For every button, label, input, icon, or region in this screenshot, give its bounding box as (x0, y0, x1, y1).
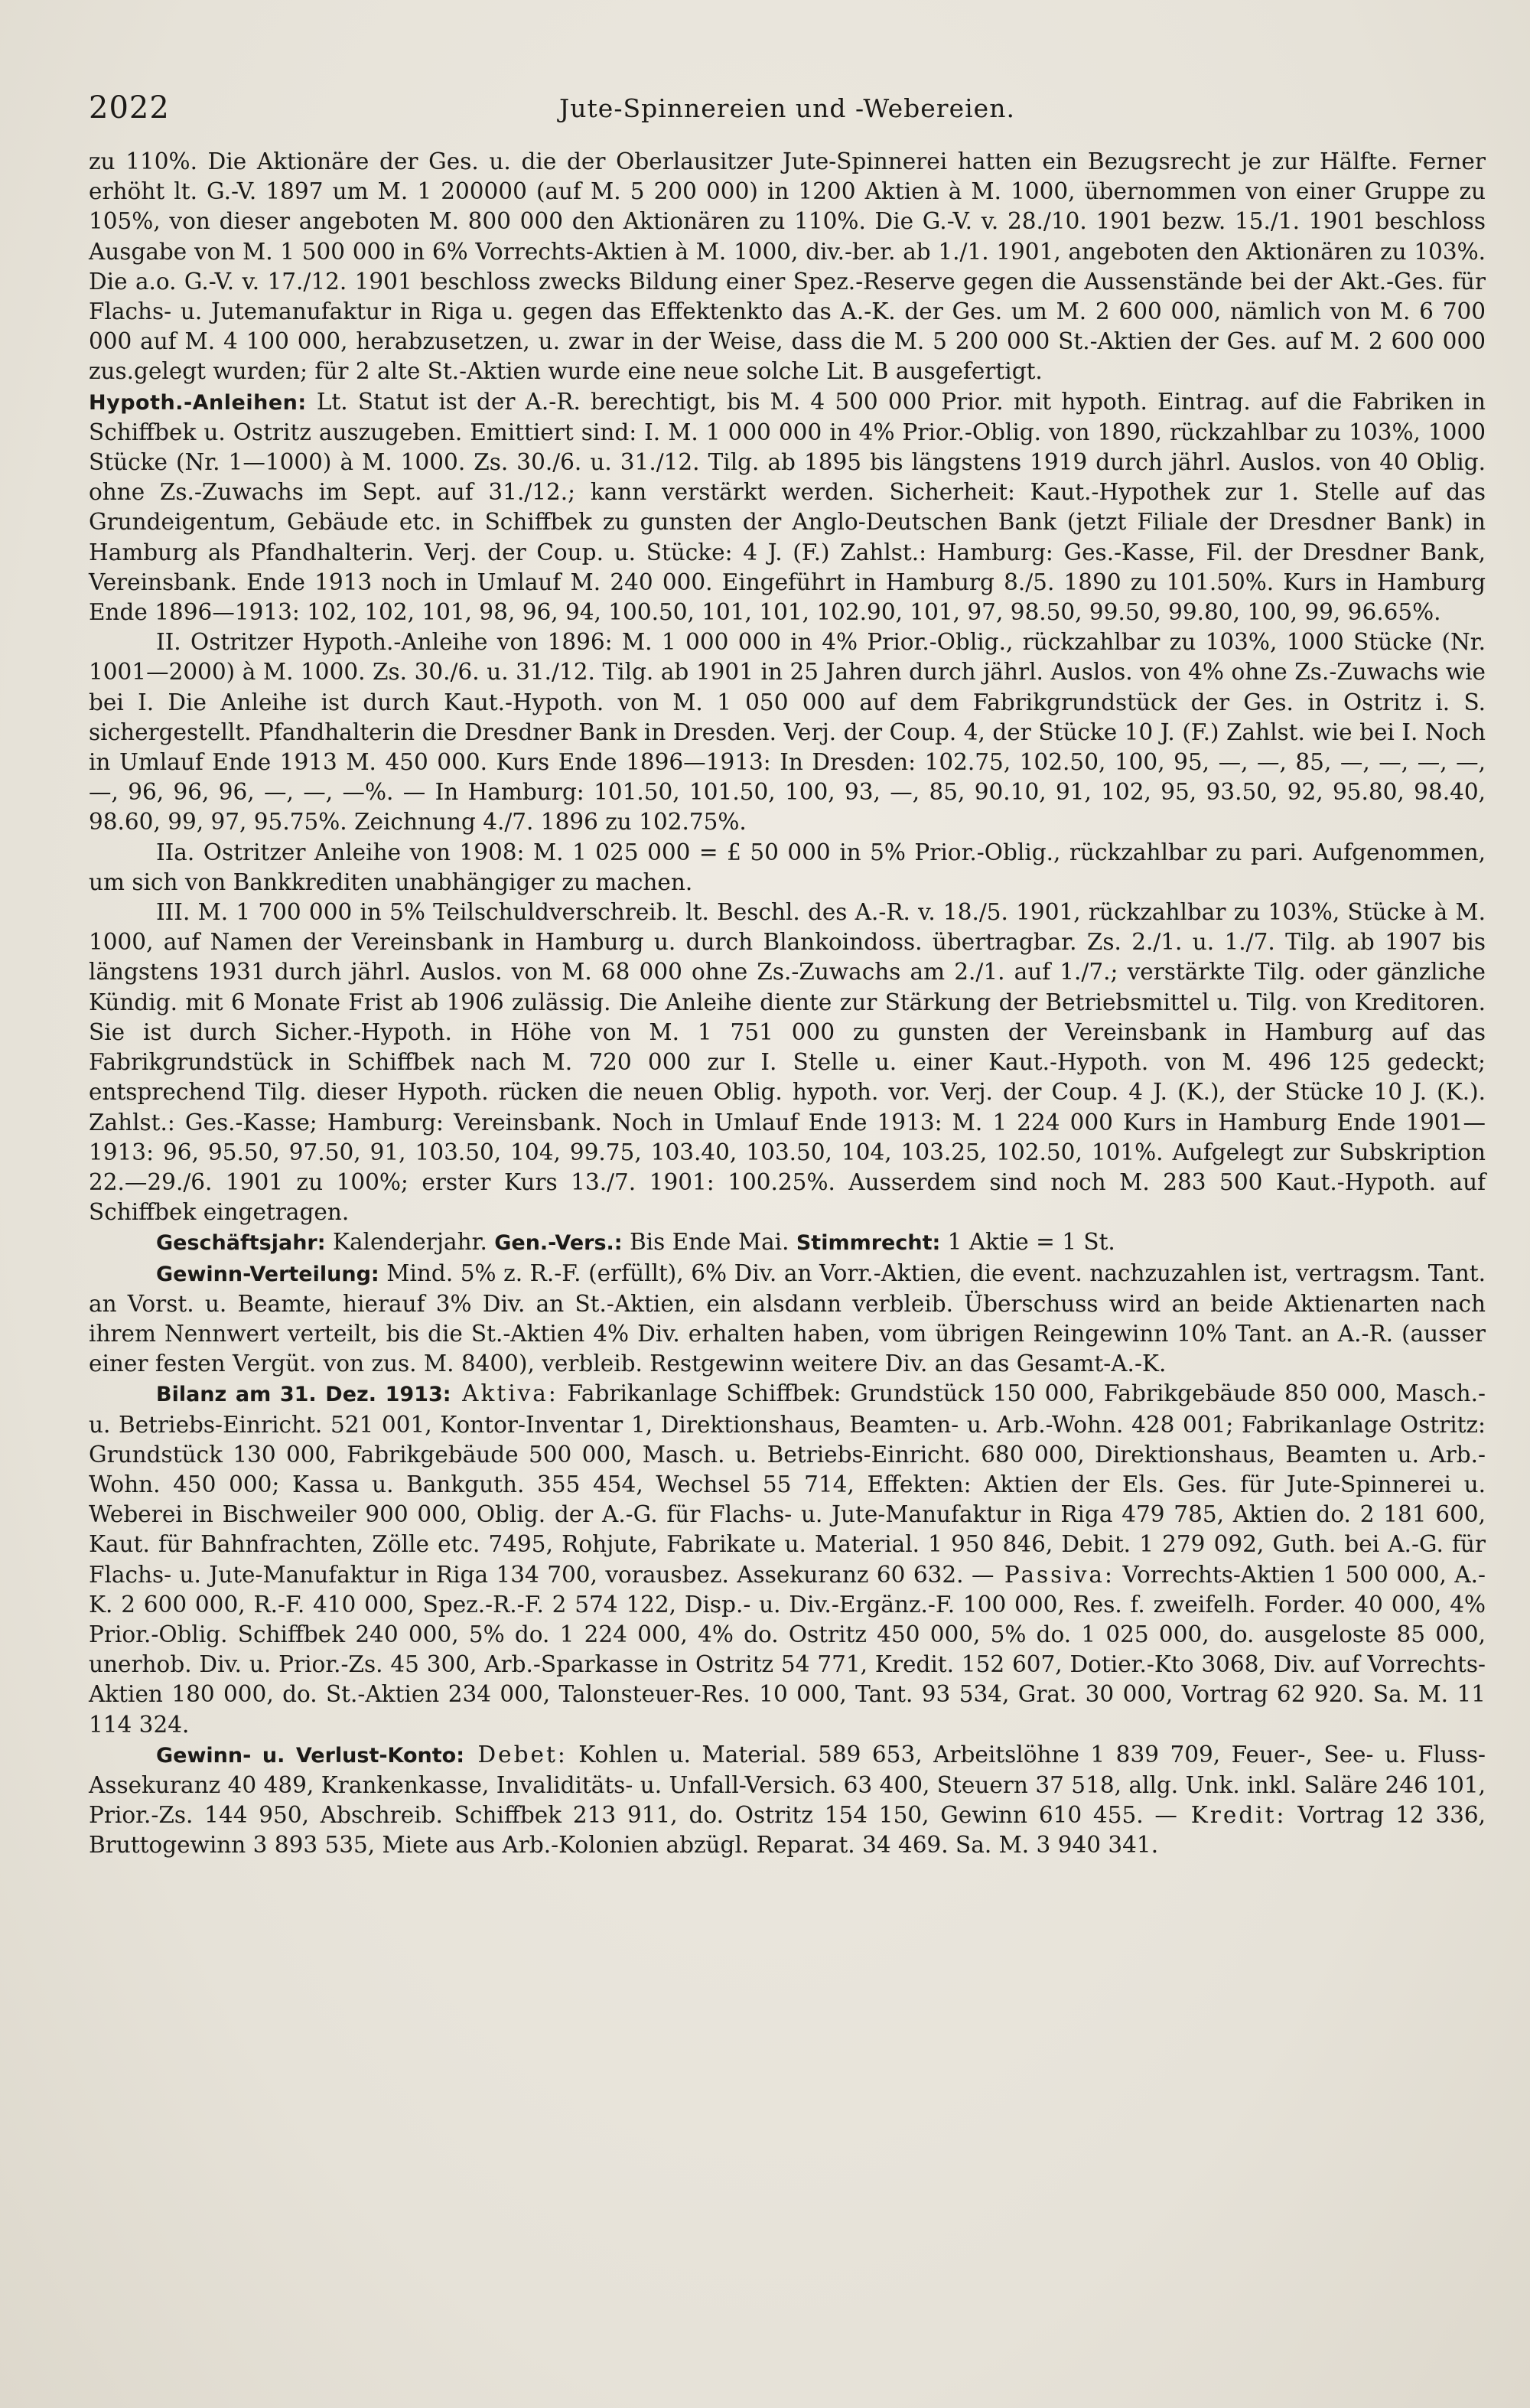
paragraph-text: Lt. Statut ist der A.-R. berechtigt, bis M. 4 500 000 Prior. mit hypoth. Eintrag. auf die Fabriken in Schiffbek u. Ostritz auszugeben. Emittiert sind: I. M. 1 000 000 in 4% Prior.-Oblig. von 1890, rückzahlbar zu 103%, 1000 Stücke (Nr. 1—1000) à M. 1000. Zs. 30./6. u. 31./12. Tilg. ab 1895 bis längstens 1919 durch jährl. Auslos. von 40 Oblig. ohne Zs.-Zuwachs im Sept. auf 31./12.; kann verstärkt werden. Sicherheit: Kaut.-Hypothek zur 1. Stelle auf das Grundeigentum, Gebäude etc. in Schiffbek zu gunsten der Anglo-Deutschen Bank (jetzt Filiale der Dresdner Bank) in Hamburg als Pfandhalterin. Verj. der Coup. u. Stücke: 4 J. (F.) Zahlst.: Hamburg: Ges.-Kasse, Fil. der Dresdner Bank, Vereinsbank. Ende 1913 noch in Umlauf M. 240 000. Eingeführt in Hamburg 8./5. 1890 zu 101.50%. Kurs in Hamburg Ende 1896—1913: 102, 102, 101, 98, 96, 94, 100.50, 101, 101, 102.90, 101, 97, 98.50, 99.50, 99.80, 100, 99, 96.65%. (89, 388, 1486, 626)
liabilities-text: Vorrechts-Aktien 1 500 000, A.-K. 2 600 000, R.-F. 410 000, Spez.-R.-F. 2 574 122, Disp.- u. Div.-Ergänz.-F. 100 000, Res. f. zweifelh. Forder. 40 000, 4% Prior.-Oblig. Schiffbek 240 000, 5% do. 1 224 000, 4% do. Ostritz 450 000, 5% do. 1 025 000, do. ausgeloste 85 000, unerhob. Div. u. Prior.-Zs. 45 300, Arb.-Sparkasse in Ostritz 54 771, Kredit. 152 607, Dotier.-Kto 3068, Div. auf Vorrechts-Aktien 180 000, do. St.-Aktien 234 000, Talonsteuer-Res. 10 000, Tant. 93 534, Grat. 30 000, Vortrag 62 920. Sa. M. 11 114 324. (89, 1561, 1486, 1738)
assets-text: Fabrikanlage Schiffbek: Grundstück 150 000, Fabrikgebäude 850 000, Masch.- u. Betriebs-Einricht. 521 001, Kontor-Inventar 1, Direktionshaus, Beamten- u. Arb.-Wohn. 428 001; Fabrikanlage Ostritz: Grundstück 130 000, Fabrikgebäude 500 000, Masch. u. Betriebs-Einricht. 680 000, Direktionshaus, Beamten u. Arb.-Wohn. 450 000; Kassa u. Bankguth. 355 454, Wechsel 55 714, Effekten: Aktien der Els. Ges. für Jute-Spinnerei u. Weberei in Bischweiler 900 000, Oblig. der A.-G. für Flachs- u. Jute-Manufaktur in Riga 479 785, Aktien do. 2 181 600, Kaut. für Bahnfrachten, Zölle etc. 7495, Rohjute, Fabrikate u. Material. 1 950 846, Debit. 1 279 092, Guth. bei A.-G. für Flachs- u. Jute-Manufaktur in Riga 134 700, vorausbez. Assekuranz 60 632. — (89, 1380, 1486, 1588)
running-title: Jute-Spinnereien und -Webereien. (559, 93, 1015, 123)
heading-fiscal-year: Geschäftsjahr: (156, 1231, 326, 1256)
paragraph-text: III. M. 1 700 000 in 5% Teilschuldverschreib. lt. Beschl. des A.-R. v. 18./5. 1901, rückzahlbar zu 103%, Stücke à M. 1000, auf Namen der Vereinsbank in Hamburg u. durch Blankoindoss. übertragbar. Zs. 2./1. u. 1./7. Tilg. ab 1907 bis längstens 1931 durch jährl. Auslos. von M. 68 000 ohne Zs.-Zuwachs am 2./1. auf 1./7.; verstärkte Tilg. oder gänzliche Kündig. mit 6 Monate Frist ab 1906 zulässig. Die Anleihe diente zur Stärkung der Betriebsmittel u. Tilg. von Kreditoren. Sie ist durch Sicher.-Hypoth. in Höhe von M. 1 751 000 zu gunsten der Vereinsbank in Hamburg auf das Fabrikgrundstück in Schiffbek nach M. 720 000 zur I. Stelle u. einer Kaut.-Hypoth. von M. 496 125 gedeckt; entsprechend Tilg. dieser Hypoth. rücken die neuen Oblig. hypoth. vor. Verj. der Coup. 4 J. (K.), der Stücke 10 J. (K.). Zahlst.: Ges.-Kasse; Hamburg: Vereinsbank. Noch in Umlauf Ende 1913: M. 1 224 000 Kurs in Hamburg Ende 1901—1913: 96, 95.50, 97.50, 91, 103.50, 104, 99.75, 103.40, 103.50, 104, 103.25, 102.50, 101%. Aufgelegt zur Subskription 22.—29./6. 1901 zu 100%; erster Kurs 13./7. 1901: 100.25%. Ausserdem sind noch M. 283 500 Kaut.-Hypoth. auf Schiffbek eingetragen. (89, 899, 1486, 1226)
heading-profit-distribution: Gewinn-Verteilung: (156, 1262, 379, 1286)
page-header (89, 90, 1486, 133)
paragraph-text: Mind. 5% z. R.-F. (erfüllt), 6% Div. an Vorr.-Aktien, die event. nachzuzahlen ist, vertragsm. Tant. an Vorst. u. Beamte, hierauf 3% Div. an St.-Aktien, ein alsdann verbleib. Überschuss wird an beide Aktienarten nach ihrem Nennwert verteilt, bis die St.-Aktien 4% Div. erhalten haben, vom übrigen Reingewinn 10% Tant. an A.-R. (ausser einer festen Vergüt. von zus. M. 8400), verbleib. Restgewinn weitere Div. an das Gesamt-A.-K. (89, 1259, 1486, 1377)
general-meeting-text: Bis Ende Mai. (622, 1229, 796, 1256)
heading-general-meeting: Gen.-Vers.: (494, 1231, 623, 1256)
paragraph-text: IIa. Ostritzer Anleihe von 1908: M. 1 025 000 = £ 50 000 in 5% Prior.-Oblig., rückzahlbar zu pari. Aufgenommen, um sich von Bankkrediten unabhängiger zu machen. (89, 839, 1486, 895)
paragraph-profit-distribution (89, 1259, 1486, 1380)
paragraph-loan-iii (89, 898, 1486, 1227)
paragraph-loan-iia (89, 838, 1486, 898)
heading-profit-loss: Gewinn- u. Verlust-Konto: (156, 1743, 465, 1768)
paragraph-fiscal-info (89, 1227, 1486, 1258)
body-text (89, 147, 1486, 1861)
label-assets: Aktiva: (451, 1380, 558, 1407)
label-debit: Debet: (464, 1741, 568, 1768)
label-liabilities: Passiva: (994, 1561, 1115, 1588)
section-heading-mortgage-loans: Hypoth.-Anleihen: (89, 390, 307, 415)
paragraph-text: II. Ostritzer Hypoth.-Anleihe von 1896: M. 1 000 000 in 4% Prior.-Oblig., rückzahlbar zu 103%, 1000 Stücke (Nr. 1001—2000) à M. 1000. Zs. 30./6. u. 31./12. Tilg. ab 1901 in 25 Jahren durch jährl. Auslos. von 4% ohne Zs.-Zuwachs wie bei I. Die Anleihe ist durch Kaut.-Hypoth. von M. 1 050 000 auf dem Fabrikgrundstück der Ges. in Ostritz i. S. sichergestellt. Pfandhalterin die Dresdner Bank in Dresden. Verj. der Coup. 4, der Stücke 10 J. (F.) Zahlst. wie bei I. Noch in Umlauf Ende 1913 M. 450 000. Kurs Ende 1896—1913: In Dresden: 102.75, 102.50, 100, 95, —, —, 85, —, —, —, —, —, 96, 96, 96, —, —, —%. — In Hamburg: 101.50, 101.50, 100, 93, —, 85, 90.10, 91, 102, 95, 93.50, 92, 95.80, 98.40, 98.60, 99, 97, 95.75%. Zeichnung 4./7. 1896 zu 102.75%. (89, 629, 1486, 836)
paragraph-loan-ii (89, 627, 1486, 837)
fiscal-year-text: Kalenderjahr. (325, 1229, 495, 1256)
page-number: 2022 (89, 90, 170, 125)
heading-voting-right: Stimmrecht: (796, 1231, 941, 1256)
paragraph-text: zu 110%. Die Aktionäre der Ges. u. die der Oberlausitzer Jute-Spinnerei hatten ein Bezugsrecht je zur Hälfte. Ferner erhöht lt. G.-V. 1897 um M. 1 200000 (auf M. 5 200 000) in 1200 Aktien à M. 1000, übernommen von einer Gruppe zu 105%, von dieser angeboten M. 800 000 den Aktionären zu 110%. Die G.-V. v. 28./10. 1901 bezw. 15./1. 1901 beschloss Ausgabe von M. 1 500 000 in 6% Vorrechts-Aktien à M. 1000, div.-ber. ab 1./1. 1901, angeboten den Aktionären zu 103%. Die a.o. G.-V. v. 17./12. 1901 beschloss zwecks Bildung einer Spez.-Reserve gegen die Aussenstände bei der Akt.-Ges. für Flachs- u. Jutemanufaktur in Riga u. gegen das Effektenkto das A.-K. der Ges. um M. 2 600 000, nämlich von M. 6 700 000 auf M. 4 100 000, herabzusetzen, u. zwar in der Weise, dass die M. 5 200 000 St.-Aktien der Ges. auf M. 2 600 000 zus.gelegt wurden; für 2 alte St.-Aktien wurde eine neue solche Lit. B ausgefertigt. (89, 148, 1486, 385)
paragraph-mortgage-loans (89, 387, 1486, 628)
heading-balance-sheet: Bilanz am 31. Dez. 1913: (156, 1383, 451, 1407)
voting-right-text: 1 Aktie = 1 St. (940, 1229, 1115, 1256)
credit-text: Vortrag 12 336, Bruttogewinn 3 893 535, Miete aus Arb.-Kolonien abzügl. Reparat. 34 469. Sa. M. 3 940 341. (89, 1802, 1486, 1859)
paragraph-capital-history (89, 147, 1486, 387)
debit-text: Kohlen u. Material. 589 653, Arbeitslöhne 1 839 709, Feuer-, See- u. Fluss-Assekuranz 40 489, Krankenkasse, Invaliditäts- u. Unfall-Versich. 63 400, Steuern 37 518, allg. Unk. inkl. Saläre 246 101, Prior.-Zs. 144 950, Abschreib. Schiffbek 213 911, do. Ostritz 154 150, Gewinn 610 455. — (89, 1741, 1486, 1829)
label-credit: Kredit: (1177, 1802, 1287, 1829)
paragraph-balance-sheet (89, 1379, 1486, 1739)
paragraph-profit-loss (89, 1740, 1486, 1861)
